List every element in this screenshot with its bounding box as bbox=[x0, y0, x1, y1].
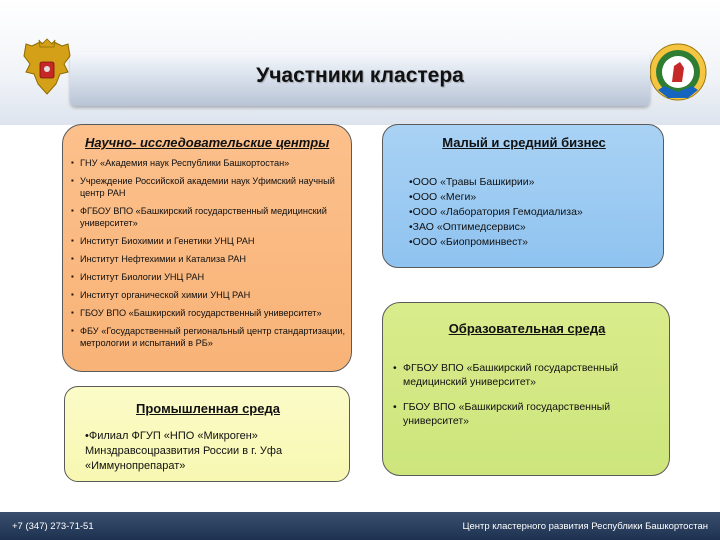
list-item: ▪ ГБОУ ВПО «Башкирский государственный университет» bbox=[71, 307, 351, 319]
list-item: ▪ ФГБОУ ВПО «Башкирский государственный медицинский университет» bbox=[71, 205, 351, 229]
list-item: • ФГБОУ ВПО «Башкирский государственный медицинский университет» bbox=[393, 361, 665, 389]
list-item: •ООО «Травы Башкирии» bbox=[409, 176, 535, 188]
list-item: ▪ Учреждение Российской академии наук Уфимский научный центр РАН bbox=[71, 175, 351, 199]
business-list bbox=[409, 175, 659, 250]
list-item: ▪ Институт органической химии УНЦ РАН bbox=[71, 289, 351, 301]
page-title: Участники кластера bbox=[256, 64, 464, 87]
list-item: ▪ ГНУ «Академия наук Республики Башкортостан» bbox=[71, 157, 351, 169]
business-box bbox=[382, 124, 664, 268]
list-item: •ЗАО «Оптимедсервис» bbox=[409, 221, 526, 233]
education-list bbox=[393, 361, 665, 439]
list-item: ▪ Институт Нефтехимии и Катализа РАН bbox=[71, 253, 351, 265]
research-centers-box bbox=[62, 124, 352, 372]
industry-text: •Филиал ФГУП «НПО «Микроген» Минздравсоцразвития России в г. Уфа «Иммунопрепарат» bbox=[85, 430, 283, 472]
business-title: Малый и средний бизнес bbox=[442, 135, 606, 150]
research-centers-list bbox=[71, 157, 351, 355]
list-item: ▪ Институт Биологии УНЦ РАН bbox=[71, 271, 351, 283]
footer-org: Центр кластерного развития Республики Башкортостан bbox=[462, 521, 708, 532]
research-centers-title: Научно- исследовательские центры bbox=[85, 135, 330, 150]
industry-title: Промышленная среда bbox=[136, 401, 280, 416]
industry-box bbox=[64, 386, 350, 482]
education-box bbox=[382, 302, 670, 476]
list-item: •ООО «Биопроминвест» bbox=[409, 236, 528, 248]
list-item: ▪ ФБУ «Государственный региональный центр стандартизации, метрологии и испытаний в РБ» bbox=[71, 325, 351, 349]
footer-phone: +7 (347) 273-71-51 bbox=[12, 521, 94, 532]
footer bbox=[0, 512, 720, 540]
list-item: • ГБОУ ВПО «Башкирский государственный университет» bbox=[393, 400, 665, 428]
list-item: ▪ Институт Биохимии и Генетики УНЦ РАН bbox=[71, 235, 351, 247]
education-title: Образовательная среда bbox=[448, 321, 606, 336]
list-item: •ООО «Меги» bbox=[409, 191, 477, 203]
list-item: •ООО «Лаборатория Гемодиализа» bbox=[409, 206, 583, 218]
